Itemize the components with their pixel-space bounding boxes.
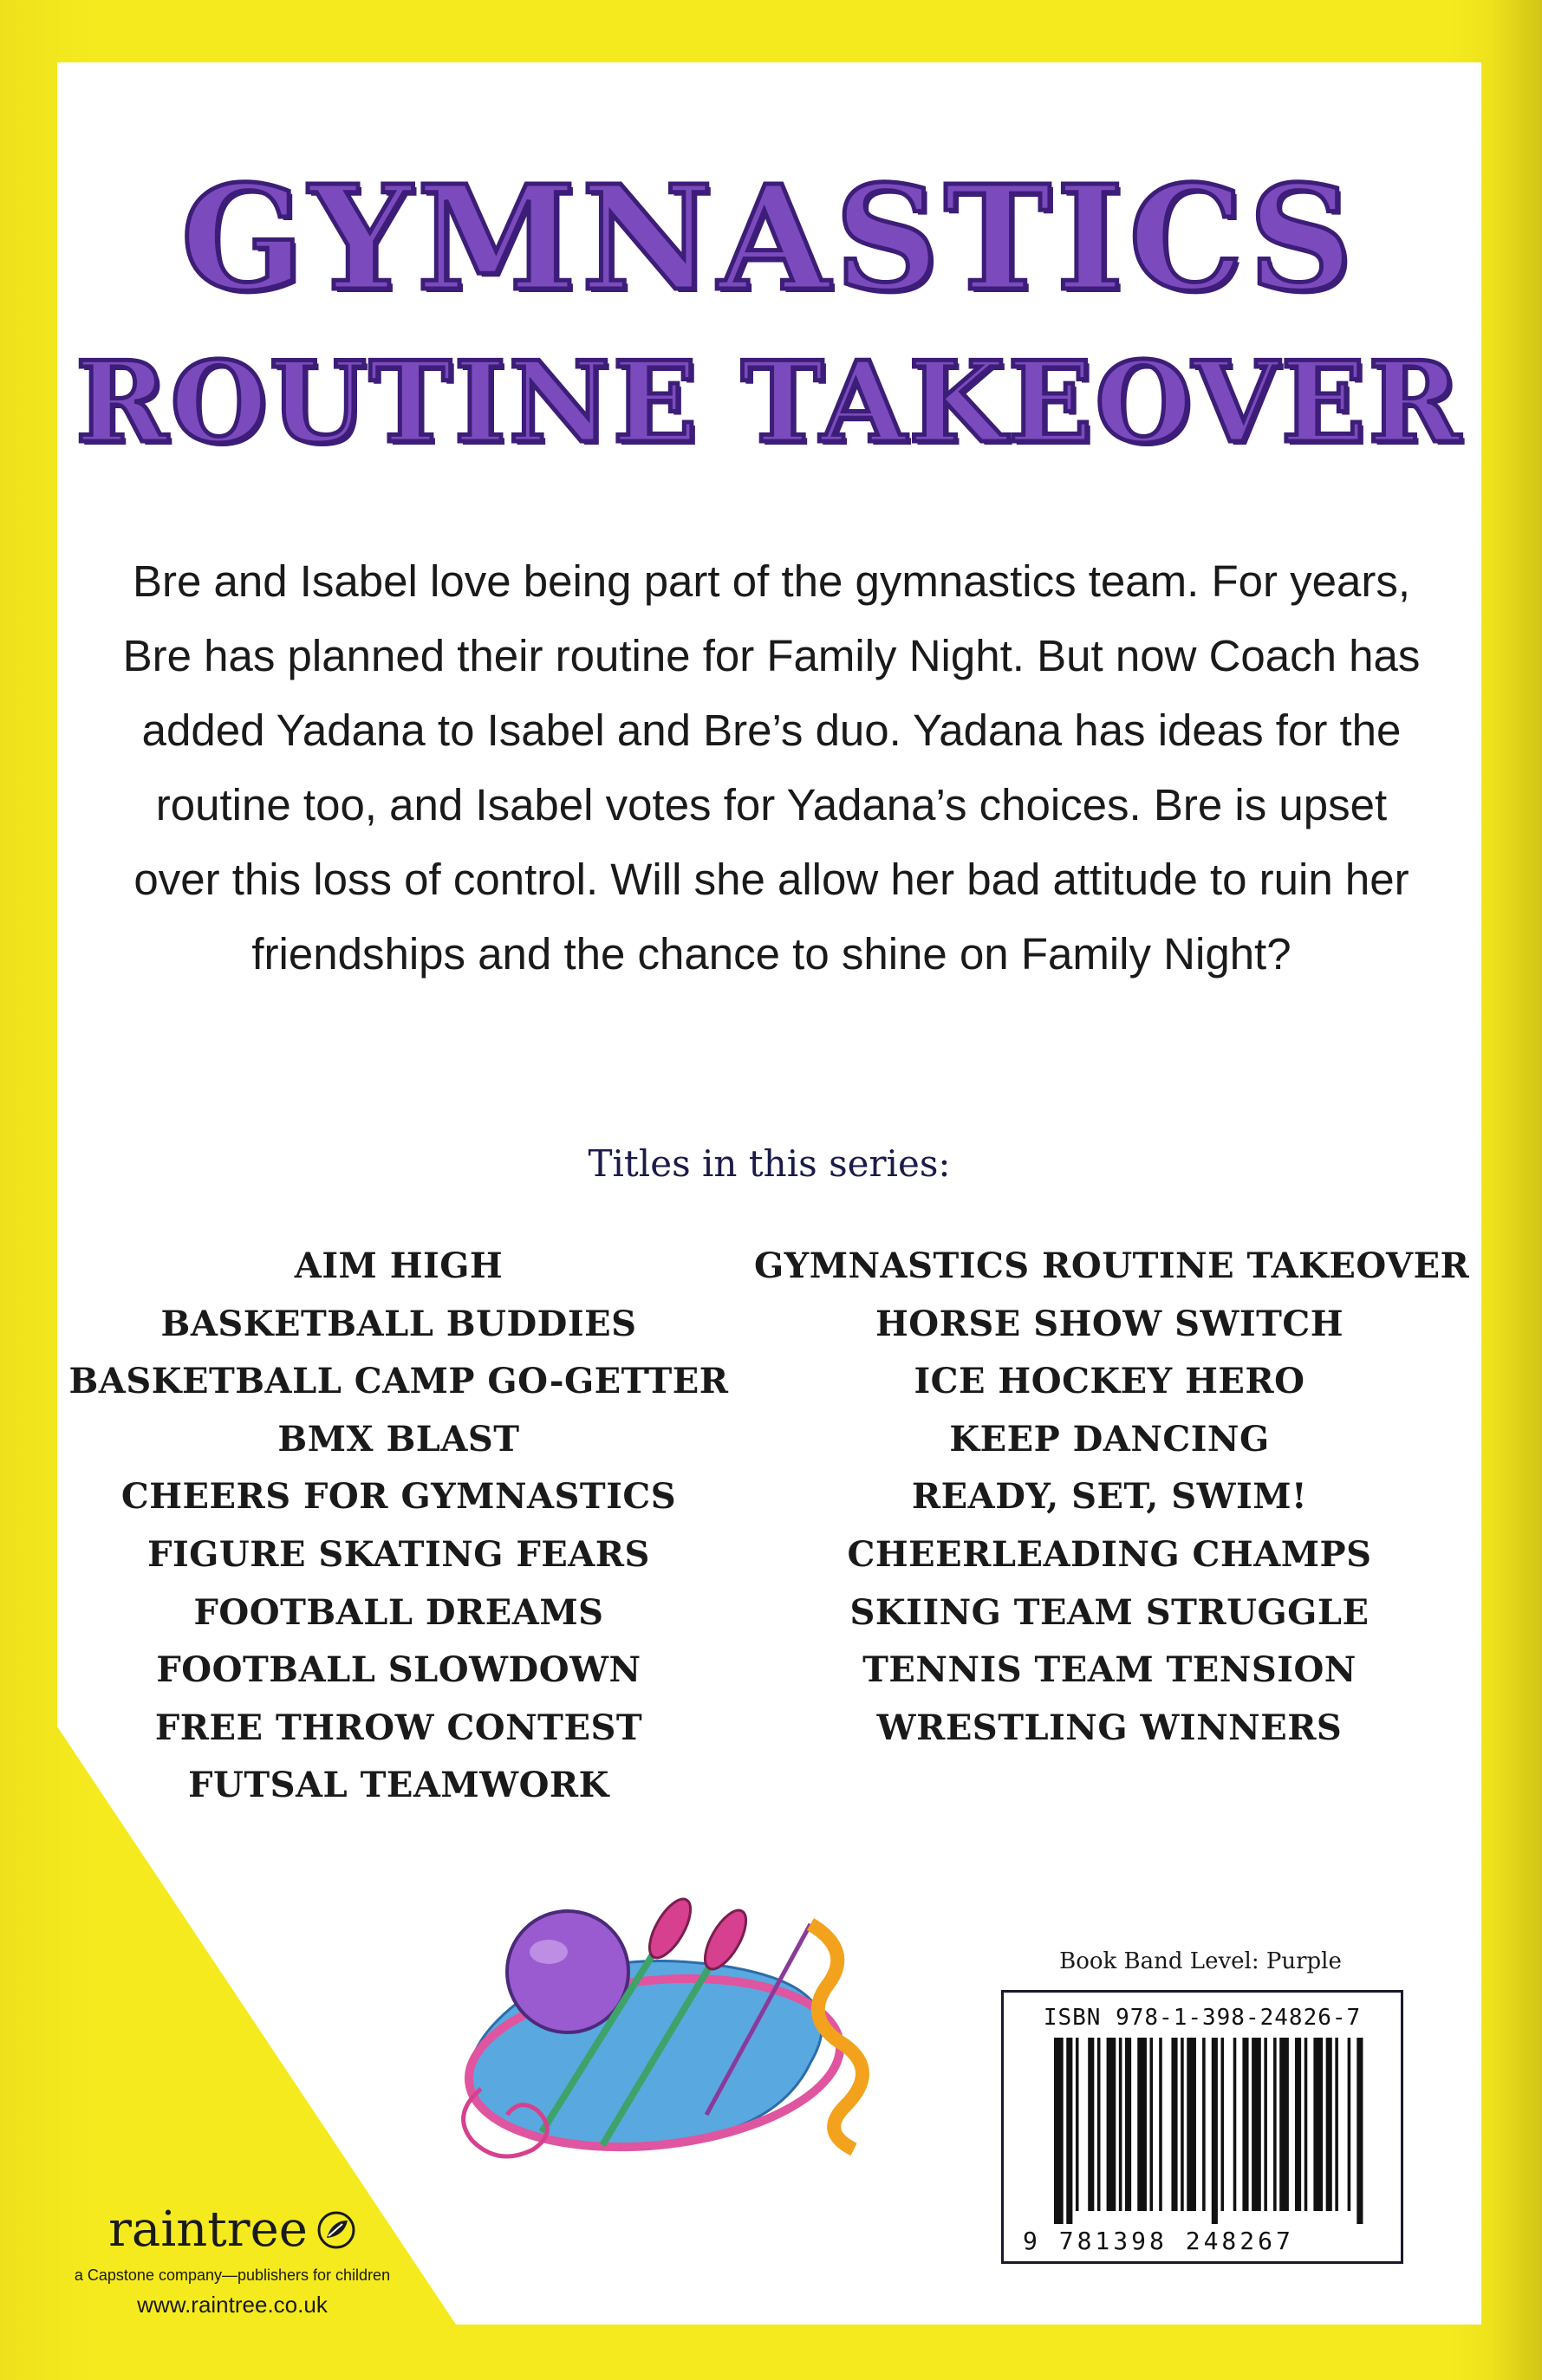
- barcode-bar: [1242, 2038, 1248, 2211]
- title-line-2: ROUTINE TAKEOVER: [75, 338, 1463, 468]
- barcode-bar: [1171, 2038, 1177, 2211]
- gymnastics-equipment-illustration: [446, 1889, 897, 2175]
- series-title: CHEERLEADING CHAMPS: [847, 1533, 1372, 1575]
- series-list-right: [754, 1238, 1470, 1757]
- series-title: TENNIS TEAM TENSION: [862, 1649, 1357, 1691]
- series-title: HORSE SHOW SWITCH: [875, 1303, 1344, 1344]
- publisher-logo: [108, 2201, 356, 2258]
- title-line-1: GYMNASTICS: [180, 154, 1358, 323]
- barcode-bar: [1233, 2038, 1237, 2211]
- series-title: CHEERS FOR GYMNASTICS: [120, 1476, 677, 1518]
- blurb-text: Bre and Isabel love being part of the gymnastics team. For years, Bre has planned their routine for Family Night. But now Coach has added Yadana to Isabel and Bre’s duo. Yadana has ideas for the routine too, and Isabel votes for Yadana’s choices. Bre is upset over this loss of control. Will she allow her bad attitude to ruin her friendships and the chance to shine on Family Night?: [122, 556, 1421, 979]
- barcode-bar: [1279, 2038, 1289, 2211]
- barcode-bar: [1054, 2038, 1064, 2224]
- publisher-name: raintree: [108, 2201, 308, 2258]
- barcode-bar: [1252, 2038, 1261, 2211]
- publisher-block: [68, 2201, 397, 2318]
- series-title: BASKETBALL CAMP GO-GETTER: [68, 1361, 729, 1402]
- barcode-bar: [1187, 2038, 1196, 2211]
- barcode-bar: [1066, 2038, 1072, 2224]
- barcode-bar: [1159, 2038, 1162, 2211]
- series-heading: Titles in this series:: [588, 1142, 951, 1185]
- barcode-box: [1001, 1990, 1403, 2264]
- barcode-bar: [1326, 2038, 1332, 2211]
- series-title: FREE THROW CONTEST: [154, 1707, 643, 1748]
- barcode-bar: [1107, 2038, 1116, 2211]
- leaf-icon: [316, 2210, 356, 2250]
- series-title: FUTSAL TEAMWORK: [188, 1765, 609, 1806]
- barcode-bar: [1181, 2038, 1184, 2211]
- barcode-bar: [1076, 2038, 1079, 2211]
- barcode-bar: [1202, 2038, 1206, 2211]
- barcode-bar: [1348, 2038, 1351, 2211]
- barcode-bar: [1313, 2038, 1323, 2211]
- series-title: AIM HIGH: [294, 1245, 504, 1286]
- barcode-bar: [1305, 2038, 1308, 2211]
- barcode-bar: [1119, 2038, 1122, 2211]
- series-title: BASKETBALL BUDDIES: [160, 1303, 637, 1344]
- series-title: KEEP DANCING: [949, 1418, 1270, 1460]
- publisher-tagline: a Capstone company—publishers for children: [74, 2266, 391, 2284]
- isbn-label: ISBN 978-1-398-24826-7: [1043, 2005, 1362, 2031]
- series-title: GYMNASTICS ROUTINE TAKEOVER: [754, 1245, 1470, 1286]
- barcode-bar: [1097, 2038, 1101, 2211]
- barcode-bar: [1335, 2038, 1338, 2211]
- barcode-bar: [1212, 2038, 1218, 2224]
- series-title: FOOTBALL DREAMS: [193, 1591, 604, 1633]
- barcode-bar: [1264, 2038, 1267, 2211]
- barcode-bar: [1137, 2038, 1147, 2211]
- series-title: FOOTBALL SLOWDOWN: [156, 1649, 641, 1691]
- barcode-bar: [1088, 2038, 1094, 2211]
- barcode-bar: [1149, 2038, 1153, 2211]
- barcode-bar: [1220, 2038, 1224, 2211]
- series-title: BMX BLAST: [277, 1418, 520, 1460]
- publisher-url: www.raintree.co.uk: [137, 2292, 328, 2318]
- series-title: WRESTLING WINNERS: [876, 1707, 1343, 1748]
- barcode-bar: [1295, 2038, 1301, 2211]
- series-title: ICE HOCKEY HERO: [914, 1361, 1305, 1402]
- barcode-bar: [1357, 2038, 1363, 2224]
- series-title: SKIING TEAM STRUGGLE: [849, 1591, 1370, 1633]
- series-title: FIGURE SKATING FEARS: [147, 1533, 650, 1575]
- book-band-level: Book Band Level: Purple: [1059, 1948, 1342, 1974]
- series-list-left: [61, 1238, 737, 1815]
- barcode-digits: 9 781398 248267: [1023, 2227, 1294, 2255]
- barcode-bar: [1273, 2038, 1277, 2211]
- barcode: [1054, 2038, 1366, 2224]
- barcode-bar: [1125, 2038, 1131, 2211]
- series-title: READY, SET, SWIM!: [911, 1476, 1308, 1518]
- spine-shadow: [1490, 0, 1542, 2380]
